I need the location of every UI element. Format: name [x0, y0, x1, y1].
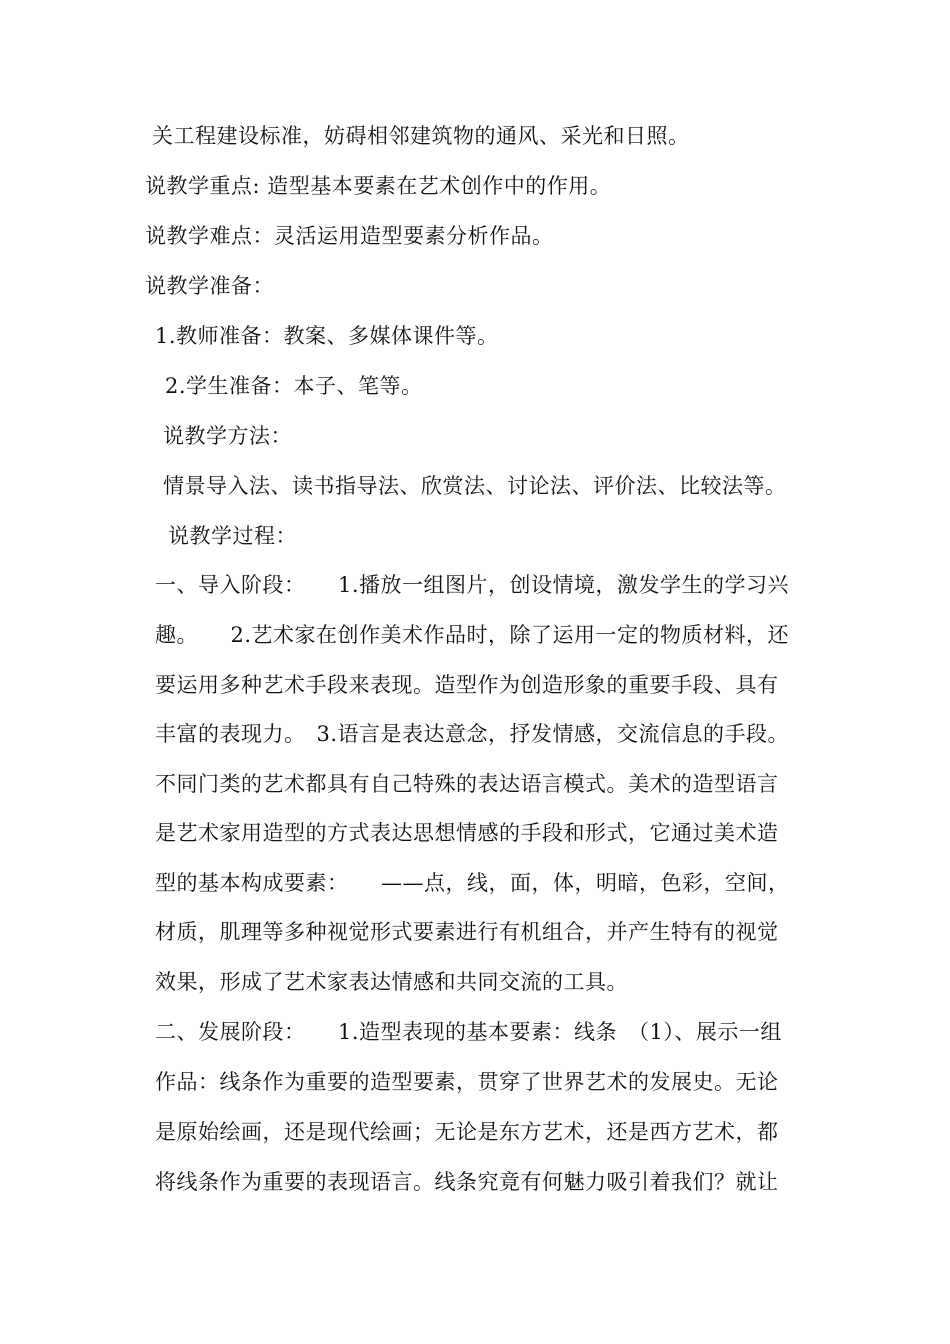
- text-line-22: 将线条作为重要的表现语言。线条究竟有何魅力吸引着我们？就让: [155, 1170, 779, 1194]
- text-line-11: 趣。 2.艺术家在创作美术作品时，除了运用一定的物质材料，还: [155, 623, 790, 647]
- text-line-10: 一、导入阶段： 1.播放一组图片，创设情境，激发学生的学习兴: [155, 573, 790, 597]
- text-line-20: 作品：线条作为重要的造型要素，贯穿了世界艺术的发展史。无论: [155, 1070, 779, 1094]
- text-line-2: 说教学重点: 造型基本要素在艺术创作中的作用。: [145, 174, 612, 198]
- text-line-15: 是艺术家用造型的方式表达思想情感的手段和形式，它通过美术造: [155, 821, 779, 845]
- text-line-21: 是原始绘画，还是现代绘画；无论是东方艺术，还是西方艺术，都: [155, 1120, 779, 1144]
- text-line-8: 情景导入法、读书指导法、欣赏法、讨论法、评价法、比较法等。: [163, 474, 787, 498]
- text-line-12: 要运用多种艺术手段来表现。造型作为创造形象的重要手段、具有: [155, 673, 779, 697]
- text-line-14: 不同门类的艺术都具有自己特殊的表达语言模式。美术的造型语言: [155, 772, 779, 796]
- text-line-13: 丰富的表现力。 3.语言是表达意念，抒发情感，交流信息的手段。: [155, 722, 790, 746]
- text-line-9: 说教学过程：: [168, 524, 297, 548]
- text-line-16: 型的基本构成要素： ——点，线，面，体，明暗，色彩，空间，: [155, 871, 790, 895]
- text-line-3: 说教学难点：灵活运用造型要素分析作品。: [145, 224, 554, 248]
- text-line-4: 说教学准备：: [145, 274, 274, 298]
- text-line-7: 说教学方法：: [163, 424, 292, 448]
- text-line-19: 二、发展阶段： 1.造型表现的基本要素：线条 （1）、展示一组: [155, 1020, 782, 1044]
- text-line-17: 材质，肌理等多种视觉形式要素进行有机组合，并产生特有的视觉: [155, 920, 779, 944]
- text-line-1: 关工程建设标准，妨碍相邻建筑物的通风、采光和日照。: [152, 124, 690, 148]
- text-line-6: 2.学生准备：本子、笔等。: [165, 374, 423, 398]
- text-line-5: 1.教师准备：教案、多媒体课件等。: [155, 324, 499, 348]
- text-line-18: 效果，形成了艺术家表达情感和共同交流的工具。: [155, 970, 628, 994]
